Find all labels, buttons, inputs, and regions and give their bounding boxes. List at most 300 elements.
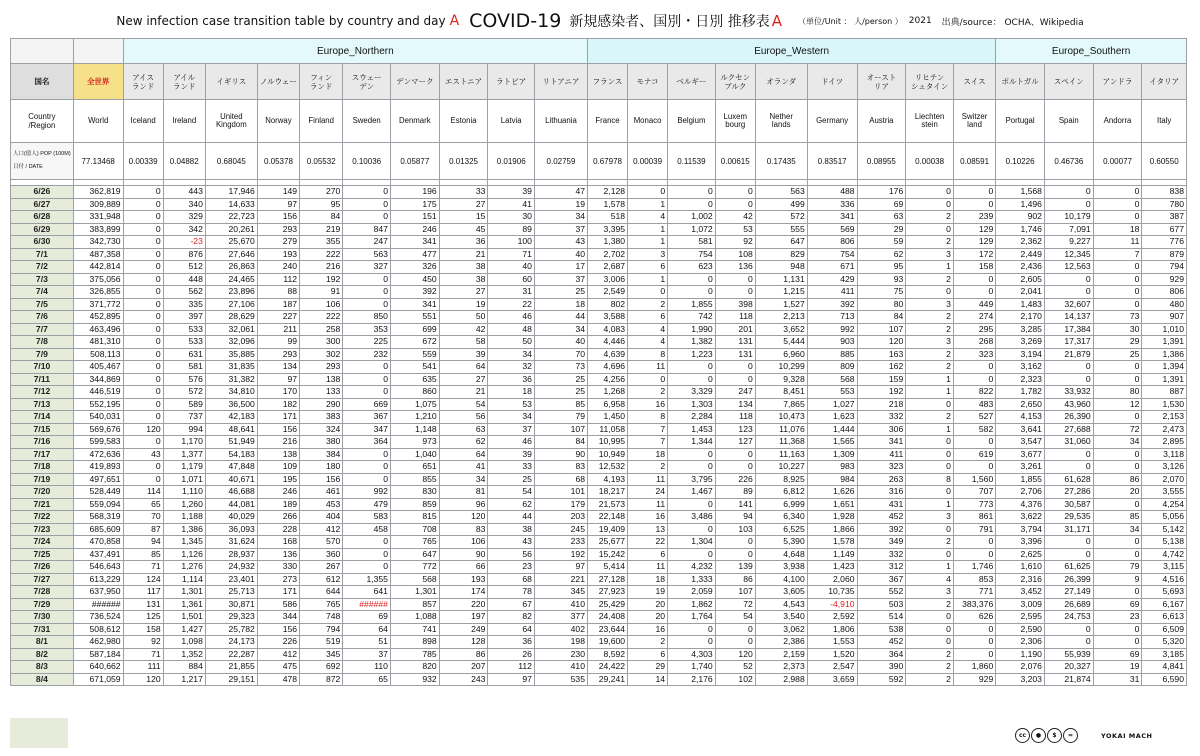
value-cell: 323 [953,348,995,361]
value-cell: 46,688 [205,486,257,499]
value-cell: 133 [300,386,343,399]
value-cell: 1,268 [588,386,628,399]
value-cell: 4,742 [1142,548,1187,561]
country-en-name: Austria [857,100,906,143]
value-cell: 443 [163,186,205,199]
value-cell: 37 [343,648,391,661]
date-cell: 6/29 [11,223,74,236]
value-cell: 330 [257,561,299,574]
value-cell: 1,623 [807,411,857,424]
value-cell: 1 [628,198,668,211]
value-cell: 0 [715,186,755,199]
country-en-name: Belgium [668,100,716,143]
value-cell: 387 [1142,211,1187,224]
value-cell: ###### [73,598,123,611]
country-en-name: Ireland [163,100,205,143]
value-cell: 3,329 [668,386,716,399]
table-row [11,673,1187,686]
table-row [11,586,1187,599]
value-cell: 201 [715,323,755,336]
value-cell: 651 [390,461,439,474]
value-cell: 586 [257,598,299,611]
value-cell: 589 [163,398,205,411]
value-cell: 737 [163,411,205,424]
value-cell: 128 [439,636,488,649]
value-cell: 754 [807,248,857,261]
value-cell: 431 [857,498,906,511]
value-cell: 340 [163,198,205,211]
value-cell: 5,390 [755,536,807,549]
value-cell: 879 [1142,248,1187,261]
value-cell: 6,958 [588,398,628,411]
value-cell: 26,863 [205,261,257,274]
value-cell: 302 [300,348,343,361]
value-cell: 0 [1044,373,1093,386]
value-cell: 1,860 [953,661,995,674]
value-cell: 3,605 [755,586,807,599]
value-cell: 0 [1093,286,1142,299]
value-cell: 0 [906,636,954,649]
value-cell: 613,229 [73,573,123,586]
english-name-row [11,100,1187,143]
value-cell: 136 [257,548,299,561]
value-cell: 806 [1142,286,1187,299]
value-cell: 932 [390,673,439,686]
value-cell: 95 [857,261,906,274]
value-cell: 54 [439,398,488,411]
value-cell: 364 [857,648,906,661]
value-cell: 47,848 [205,461,257,474]
value-cell: 86 [715,573,755,586]
value-cell: 0 [906,523,954,536]
value-cell: 3,588 [588,311,628,324]
value-cell: 411 [857,448,906,461]
value-cell: 392 [857,523,906,536]
value-cell: 0 [668,448,716,461]
value-cell: 1,361 [163,598,205,611]
value-cell: 3,641 [996,423,1045,436]
value-cell: 20 [628,611,668,624]
value-cell: 569,676 [73,423,123,436]
value-cell: 1,578 [807,536,857,549]
date-cell: 7/15 [11,423,74,436]
value-cell: 58 [439,336,488,349]
value-cell: 0 [668,373,716,386]
country-jp-name: イギリス [205,64,257,100]
value-cell: 850 [343,311,391,324]
value-cell: 1,188 [163,511,205,524]
value-cell: 1,453 [668,423,716,436]
table-row [11,186,1187,199]
value-cell: 1,148 [390,423,439,436]
title-a-marker: A [449,13,460,29]
population-value: 0.11539 [668,143,716,180]
country-jp-name: スウェー デン [343,64,391,100]
table-row [11,373,1187,386]
value-cell: 0 [1044,536,1093,549]
value-cell: 713 [807,311,857,324]
value-cell: 907 [1142,311,1187,324]
population-row [11,143,1187,180]
value-cell: 21,855 [205,661,257,674]
value-cell: 853 [953,573,995,586]
value-cell: 6,999 [755,498,807,511]
value-cell: 488 [807,186,857,199]
value-cell: 0 [668,273,716,286]
value-cell: 4,841 [1142,661,1187,674]
value-cell: 411 [807,286,857,299]
title-a-marker-2: A [771,12,783,30]
value-cell: 1,215 [755,286,807,299]
value-cell: 0 [953,548,995,561]
value-cell: 794 [1142,261,1187,274]
value-cell: 293 [257,348,299,361]
value-cell: 631 [163,348,205,361]
value-cell: 541 [390,361,439,374]
license-badges [1015,728,1152,743]
value-cell: 25 [534,373,587,386]
value-cell: 772 [390,561,439,574]
value-cell: 0 [668,636,716,649]
date-cell: 7/22 [11,511,74,524]
country-jp-name: ベルギー [668,64,716,100]
value-cell: 3,486 [668,511,716,524]
value-cell: 1,149 [807,548,857,561]
value-cell: 8,925 [755,473,807,486]
date-cell: 6/27 [11,198,74,211]
value-cell: 34 [439,473,488,486]
value-cell: 175 [390,198,439,211]
value-cell: 3,622 [996,511,1045,524]
value-cell: 2 [906,536,954,549]
value-cell: 267 [300,561,343,574]
value-cell: 23,401 [205,573,257,586]
value-cell: 26,689 [1044,598,1093,611]
value-cell: 39 [439,348,488,361]
value-cell: 23 [1093,611,1142,624]
value-cell: 0 [123,211,163,224]
population-value: 0.01325 [439,143,488,180]
value-cell: 300 [300,336,343,349]
value-cell: 28,629 [205,311,257,324]
population-value: 0.08591 [953,143,995,180]
value-cell: 168 [257,536,299,549]
value-cell: 0 [343,448,391,461]
value-cell: 84 [534,436,587,449]
value-cell: 1,303 [668,398,716,411]
value-cell: 20 [1093,486,1142,499]
value-cell: 367 [857,573,906,586]
value-cell: 2,436 [996,261,1045,274]
value-cell: 692 [300,661,343,674]
value-cell: 341 [390,298,439,311]
value-cell: 1,110 [163,486,205,499]
value-cell: 4 [628,211,668,224]
value-cell: 0 [123,261,163,274]
value-cell: 44 [488,511,535,524]
value-cell: 0 [123,248,163,261]
value-cell: 0 [953,436,995,449]
country-en-name: Liechten stein [906,100,954,143]
country-jp-name: アイス ランド [123,64,163,100]
value-cell: 1,626 [807,486,857,499]
value-cell: 65 [343,673,391,686]
value-cell: 1,027 [807,398,857,411]
value-cell: 570 [300,536,343,549]
value-cell: 479 [343,498,391,511]
value-cell: 903 [807,336,857,349]
value-cell: 4,376 [996,498,1045,511]
value-cell: 419,893 [73,461,123,474]
date-cell: 7/23 [11,523,74,536]
value-cell: 31 [1093,673,1142,686]
value-cell: 1,075 [390,398,439,411]
value-cell: 1 [628,236,668,249]
value-cell: 216 [257,436,299,449]
value-cell: 6,960 [755,348,807,361]
country-en-name: Portugal [996,100,1045,143]
value-cell: 1,223 [668,348,716,361]
value-cell: 193 [257,248,299,261]
country-jp-name: フィン ランド [300,64,343,100]
value-cell: 830 [390,486,439,499]
value-cell: 33,932 [1044,386,1093,399]
value-cell: 25 [1093,348,1142,361]
value-cell: 527 [953,411,995,424]
value-cell: 53 [715,223,755,236]
value-cell: 2 [906,411,954,424]
value-cell: 162 [857,361,906,374]
value-cell: 101 [534,486,587,499]
value-cell: 3,396 [996,536,1045,549]
value-cell: 410 [534,598,587,611]
value-cell: 156 [300,473,343,486]
value-cell: 41 [439,461,488,474]
value-cell: 27,106 [205,298,257,311]
value-cell: 8 [628,348,668,361]
value-cell: 341 [807,211,857,224]
value-cell: 120 [857,336,906,349]
value-cell: 170 [257,386,299,399]
value-cell: 572 [163,386,205,399]
value-cell: 22,287 [205,648,257,661]
value-cell: 90 [439,548,488,561]
value-cell: 1,553 [807,636,857,649]
value-cell: 32,061 [205,323,257,336]
value-cell: 619 [953,448,995,461]
value-cell: 1,866 [807,523,857,536]
value-cell: 97 [257,373,299,386]
value-cell: 73 [1093,311,1142,324]
value-cell: 46 [488,311,535,324]
country-en-name: Estonia [439,100,488,143]
value-cell: 72 [715,598,755,611]
value-cell: 38 [439,261,488,274]
value-cell: 61,628 [1044,473,1093,486]
value-cell: 383,899 [73,223,123,236]
table-row [11,536,1187,549]
value-cell: 222 [300,311,343,324]
value-cell: 2,549 [588,286,628,299]
value-cell: 138 [300,373,343,386]
value-cell: 35,885 [205,348,257,361]
country-jp-name: ドイツ [807,64,857,100]
value-cell: 449 [953,298,995,311]
value-cell: 66 [439,561,488,574]
value-cell: 25,429 [588,598,628,611]
value-cell: 10,473 [755,411,807,424]
value-cell: 0 [123,398,163,411]
value-cell: 1,423 [807,561,857,574]
value-cell: 2,060 [807,573,857,586]
value-cell: 195 [257,473,299,486]
value-cell: 43 [488,536,535,549]
value-cell: 1,010 [1142,323,1187,336]
value-cell: 780 [1142,198,1187,211]
value-cell: 448 [163,273,205,286]
table-row [11,361,1187,374]
value-cell: 0 [123,348,163,361]
value-cell: 158 [953,261,995,274]
value-cell: 4,639 [588,348,628,361]
table-row [11,386,1187,399]
value-cell: 0 [343,198,391,211]
value-cell: 0 [1044,198,1093,211]
value-cell: 1,496 [996,198,1045,211]
region-header: Europe_Western [588,39,996,64]
value-cell: 332 [857,411,906,424]
value-cell: 3,547 [996,436,1045,449]
value-cell: 0 [906,461,954,474]
table-row [11,573,1187,586]
value-cell: 480 [1142,298,1187,311]
value-cell: 2,702 [588,248,628,261]
value-cell: 0 [343,286,391,299]
value-cell: 19,600 [588,636,628,649]
value-cell: 10,949 [588,448,628,461]
value-cell: 885 [807,348,857,361]
country-en-name: Nether lands [755,100,807,143]
value-cell: 1,782 [996,386,1045,399]
value-cell: 273 [257,573,299,586]
value-cell: 293 [257,223,299,236]
value-cell: 0 [123,186,163,199]
value-cell: 1,190 [996,648,1045,661]
value-cell: 1 [906,561,954,574]
value-cell: 73 [534,361,587,374]
value-cell: 508,612 [73,623,123,636]
value-cell: 3,794 [996,523,1045,536]
value-cell: 0 [715,273,755,286]
value-cell: 247 [343,236,391,249]
value-cell: 19 [1093,661,1142,674]
value-cell: 225 [343,336,391,349]
value-cell: 32,096 [205,336,257,349]
value-cell: 0 [906,611,954,624]
value-cell: 2,159 [755,648,807,661]
value-cell: 0 [1044,623,1093,636]
value-cell: 40 [488,261,535,274]
value-cell: 0 [628,373,668,386]
value-cell: 88 [257,286,299,299]
value-cell: 36 [488,373,535,386]
value-cell: 1,444 [807,423,857,436]
value-cell: 53 [488,398,535,411]
value-cell: 1,217 [163,673,205,686]
value-cell: 134 [257,361,299,374]
value-cell: 741 [390,623,439,636]
value-cell: 0 [715,536,755,549]
value-cell: 410 [534,661,587,674]
value-cell: 1,355 [343,573,391,586]
value-cell: 4,696 [588,361,628,374]
value-cell: 3,062 [755,623,807,636]
value-cell: 156 [257,423,299,436]
value-cell: 32,607 [1044,298,1093,311]
table-row [11,523,1187,536]
value-cell: 0 [123,411,163,424]
table-row [11,261,1187,274]
date-column-stripe [10,718,68,748]
value-cell: 26,399 [1044,573,1093,586]
value-cell: 0 [628,186,668,199]
value-cell: 635 [390,373,439,386]
value-cell: 794 [300,623,343,636]
population-value: 0.05877 [390,143,439,180]
value-cell: 0 [1093,623,1142,636]
value-cell: 1,304 [668,536,716,549]
value-cell: 3,452 [996,586,1045,599]
value-cell: 5,693 [1142,586,1187,599]
date-cell: 7/30 [11,611,74,624]
value-cell: 86 [1093,473,1142,486]
value-cell: 1,098 [163,636,205,649]
value-cell: 412 [257,648,299,661]
value-cell: 21 [439,248,488,261]
value-cell: 2 [906,361,954,374]
value-cell: 3,395 [588,223,628,236]
value-cell: 326 [390,261,439,274]
value-cell: 9,328 [755,373,807,386]
value-cell: 3,185 [1142,648,1187,661]
value-cell: 5,056 [1142,511,1187,524]
value-cell: 24,465 [205,273,257,286]
value-cell: 0 [343,548,391,561]
value-cell: -4,910 [807,598,857,611]
value-cell: 156 [257,623,299,636]
value-cell: 11 [1093,236,1142,249]
value-cell: 2 [906,648,954,661]
country-en-name: Germany [807,100,857,143]
value-cell: 0 [123,298,163,311]
value-cell: 336 [807,198,857,211]
value-cell: 771 [953,586,995,599]
value-cell: 109 [257,461,299,474]
value-cell: 1,386 [1142,348,1187,361]
value-cell: 64 [439,448,488,461]
value-cell: 2,128 [588,186,628,199]
value-cell: 27,688 [1044,423,1093,436]
value-cell: 22,723 [205,211,257,224]
value-cell: 2,213 [755,311,807,324]
value-cell: 34,810 [205,386,257,399]
value-cell: 97 [534,561,587,574]
value-cell: 335 [163,298,205,311]
value-cell: 64 [343,623,391,636]
value-cell: 96 [439,498,488,511]
country-jp-name: ノルウェー [257,64,299,100]
value-cell: 87 [123,523,163,536]
